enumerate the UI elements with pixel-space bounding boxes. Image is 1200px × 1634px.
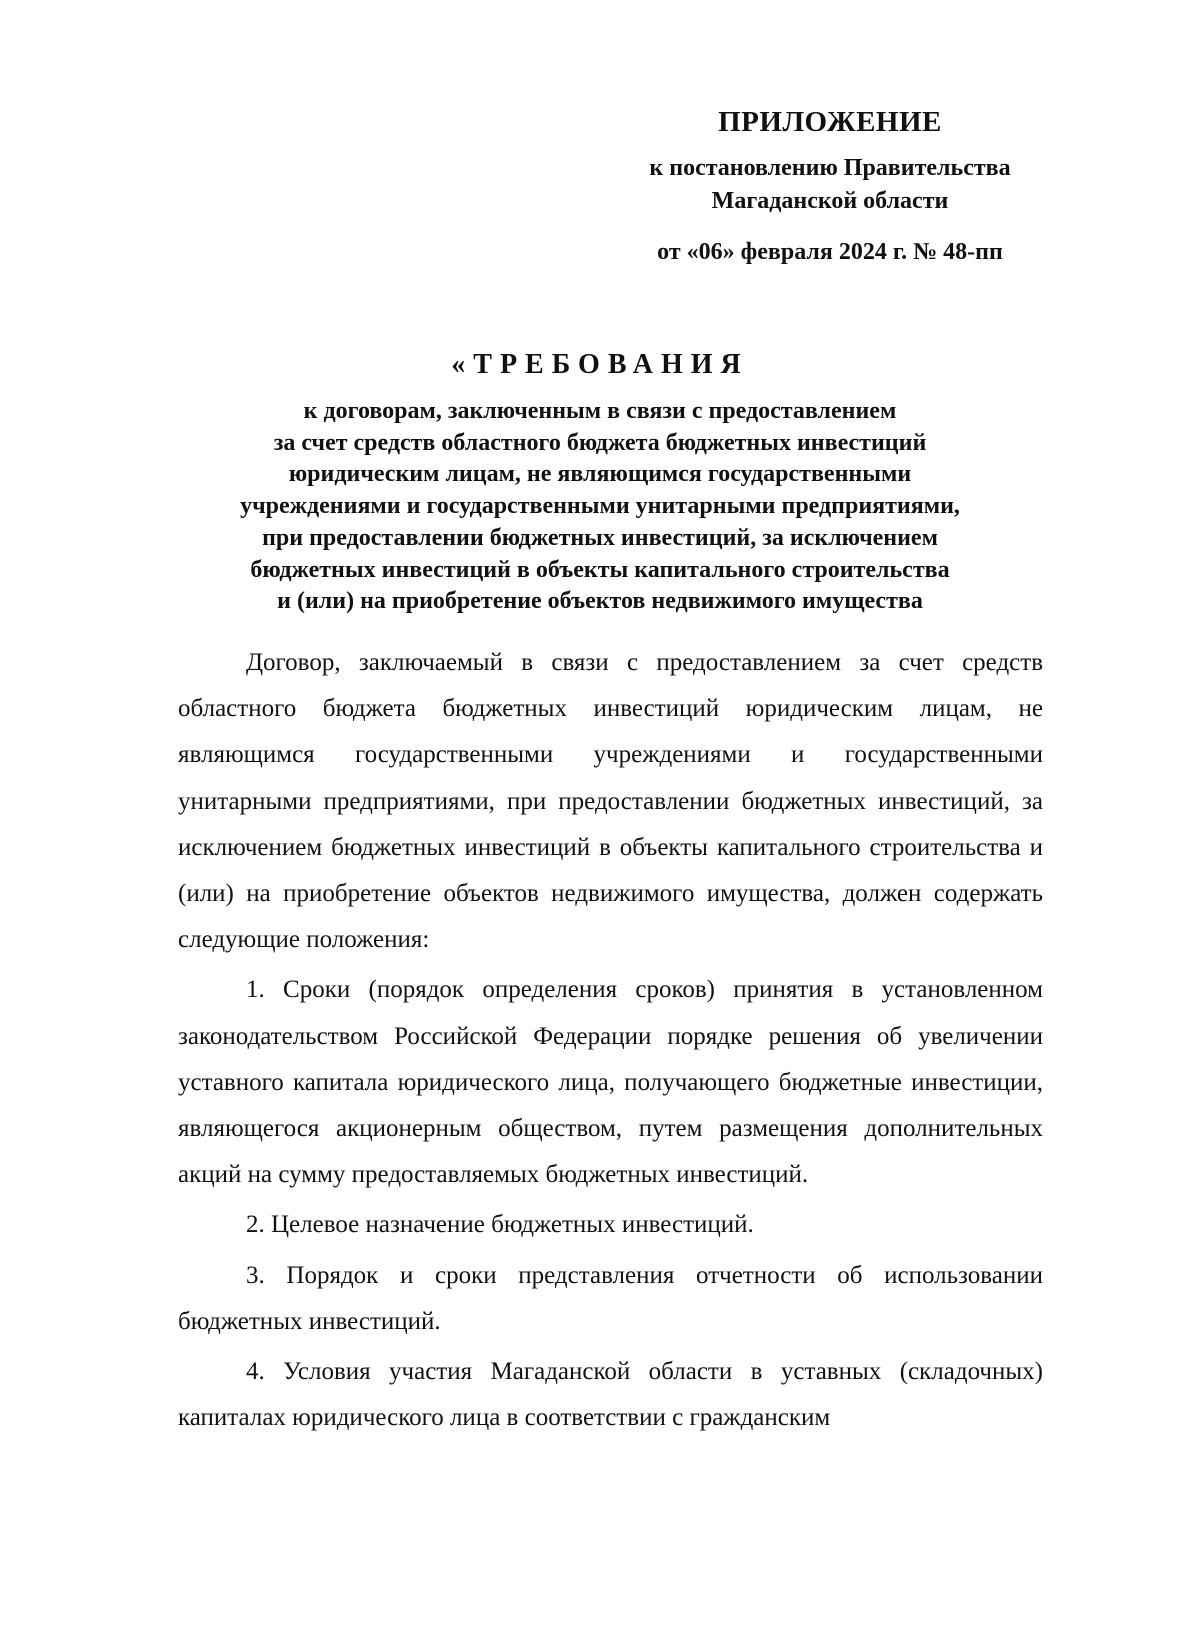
subtitle-line: и (или) на приобретение объектов недвижимого имущества [277,588,923,615]
intro-paragraph: Договор, заключаемый в связи с предоставлением за счет средств областного бюджета бюджетных инвестиций юридическим лицам, не являющимся государственными учреждениями и государственными унитарными предприятиями, при предоставлении бюджетных инвестиций, за исключением бюджетных инвестиций в объекты капитального строительства и (или) на приобретение объектов недвижимого имущества, должен содержать следующие положения: [178,649,1043,954]
document-subtitle [120,396,1080,618]
appendix-reference-line-2: Магаданской области [711,188,949,214]
appendix-reference-line-1: к постановлению Правительства [649,155,1011,181]
appendix-date-number: от «06» февраля 2024 г. № 48-пп [657,239,1003,265]
clause-1-paragraph: 1. Сроки (порядок определения сроков) принятия в установленном законодательством Российской Федерации порядке решения об увеличении уставного капитала юридического лица, получающего бюджетные инвестиции, являющегося акционерным обществом, путем размещения дополнительных акций на сумму предоставляемых бюджетных инвестиций. [178,976,1043,1189]
subtitle-line: учреждениями и государственными унитарными предприятиями, [240,493,960,520]
document-title: «ТРЕБОВАНИЯ [451,349,749,380]
clause-3-paragraph: 3. Порядок и сроки представления отчетности об использовании бюджетных инвестиций. [178,1261,1043,1335]
subtitle-line: юридическим лицам, не являющимся государственными [288,461,912,488]
subtitle-line: при предоставлении бюджетных инвестиций, за исключением [262,524,938,551]
subtitle-line: к договорам, заключенным в связи с предоставлением [303,398,897,424]
document-body [178,640,1043,1441]
appendix-title: ПРИЛОЖЕНИЕ [718,106,942,138]
appendix-header [615,104,1045,269]
subtitle-line: бюджетных инвестиций в объекты капитального строительства [250,556,950,583]
clause-2-paragraph: 2. Целевое назначение бюджетных инвестиций. [246,1211,754,1239]
clause-4-paragraph: 4. Условия участия Магаданской области в уставных (складочных) капиталах юридического лица в соответствии с гражданским [178,1358,1043,1432]
subtitle-line: за счет средств областного бюджета бюджетных инвестиций [273,429,927,456]
